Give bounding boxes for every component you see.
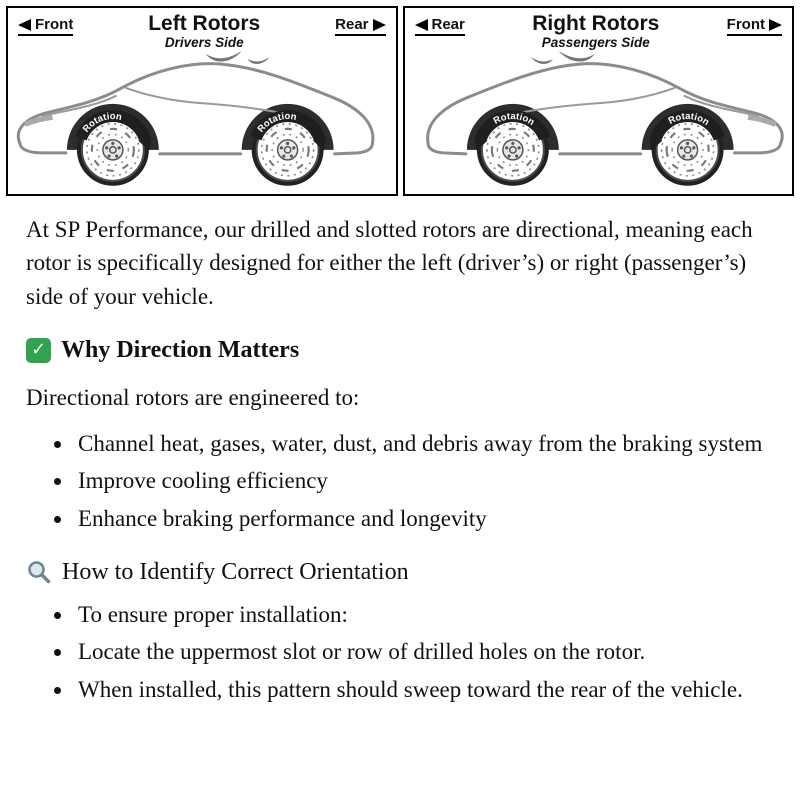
front-rotation-label: Rotation — [665, 110, 712, 128]
rear-rotation-label: Rotation — [491, 110, 537, 128]
right-panel-titles — [532, 13, 659, 50]
check-glyph: ✓ — [30, 339, 47, 361]
left-panel-subtitle: Drivers Side — [164, 35, 244, 51]
article-content — [0, 196, 800, 706]
left-rotors-panel — [6, 6, 398, 196]
car-sketch-mirrored-instance — [427, 51, 782, 186]
left-arrow-icon — [415, 19, 428, 31]
right-panel-title: Right Rotors — [532, 12, 660, 35]
list-item: • To ensure proper installation: — [74, 598, 774, 631]
check-icon — [26, 338, 51, 363]
left-panel-header — [8, 8, 396, 50]
right-panel-subtitle: Passengers Side — [541, 35, 650, 51]
list-item: • Enhance braking performance and longevity — [74, 502, 774, 535]
rear-rotation-label: Rotation — [255, 110, 299, 135]
left-panel-titles — [148, 13, 260, 50]
why-direction-matters-heading — [26, 333, 774, 368]
rear-label-text: Rear — [431, 16, 465, 33]
magnifier-icon — [26, 559, 52, 585]
car-sketch-instance — [18, 51, 373, 186]
front-label-text: Front — [35, 16, 74, 33]
identify-orientation-heading — [26, 555, 774, 590]
front-rotation-label: Rotation — [80, 110, 124, 135]
why-heading-text: Why Direction Matters — [61, 336, 300, 363]
front-label-text: Front — [726, 16, 765, 33]
left-panel-title: Left Rotors — [148, 12, 261, 35]
list-item: • When installed, this pattern should sweep toward the rear of the vehicle. — [74, 673, 774, 706]
identify-heading-text: How to Identify Correct Orientation — [62, 559, 409, 586]
rear-label-text: Rear — [335, 16, 369, 33]
list-item: • Locate the uppermost slot or row of drilled holes on the rotor. — [74, 635, 774, 668]
identify-bullet-list — [26, 598, 774, 706]
why-bullet-list — [26, 427, 774, 535]
right-arrow-icon — [769, 19, 782, 31]
rear-direction-label — [335, 16, 385, 36]
right-car-illustration — [405, 46, 793, 194]
list-item: • Improve cooling efficiency — [74, 464, 774, 497]
rear-direction-label — [415, 16, 465, 36]
left-arrow-icon — [18, 19, 31, 31]
front-direction-label — [18, 16, 73, 36]
engineered-lead: Directional rotors are engineered to: — [26, 384, 360, 410]
left-car-illustration — [8, 46, 396, 194]
right-arrow-icon — [373, 19, 386, 31]
right-panel-header — [405, 8, 793, 50]
front-direction-label — [727, 16, 782, 36]
right-rotors-panel — [403, 6, 795, 196]
intro-paragraph: At SP Performance, our drilled and slotted rotors are directional, meaning each rotor is specifically designed for either the left (driver’s) or right (passenger’s) side of your vehicle. — [26, 216, 753, 309]
list-item: • Channel heat, gases, water, dust, and debris away from the braking system — [74, 427, 774, 460]
rotor-direction-diagram — [0, 0, 800, 196]
